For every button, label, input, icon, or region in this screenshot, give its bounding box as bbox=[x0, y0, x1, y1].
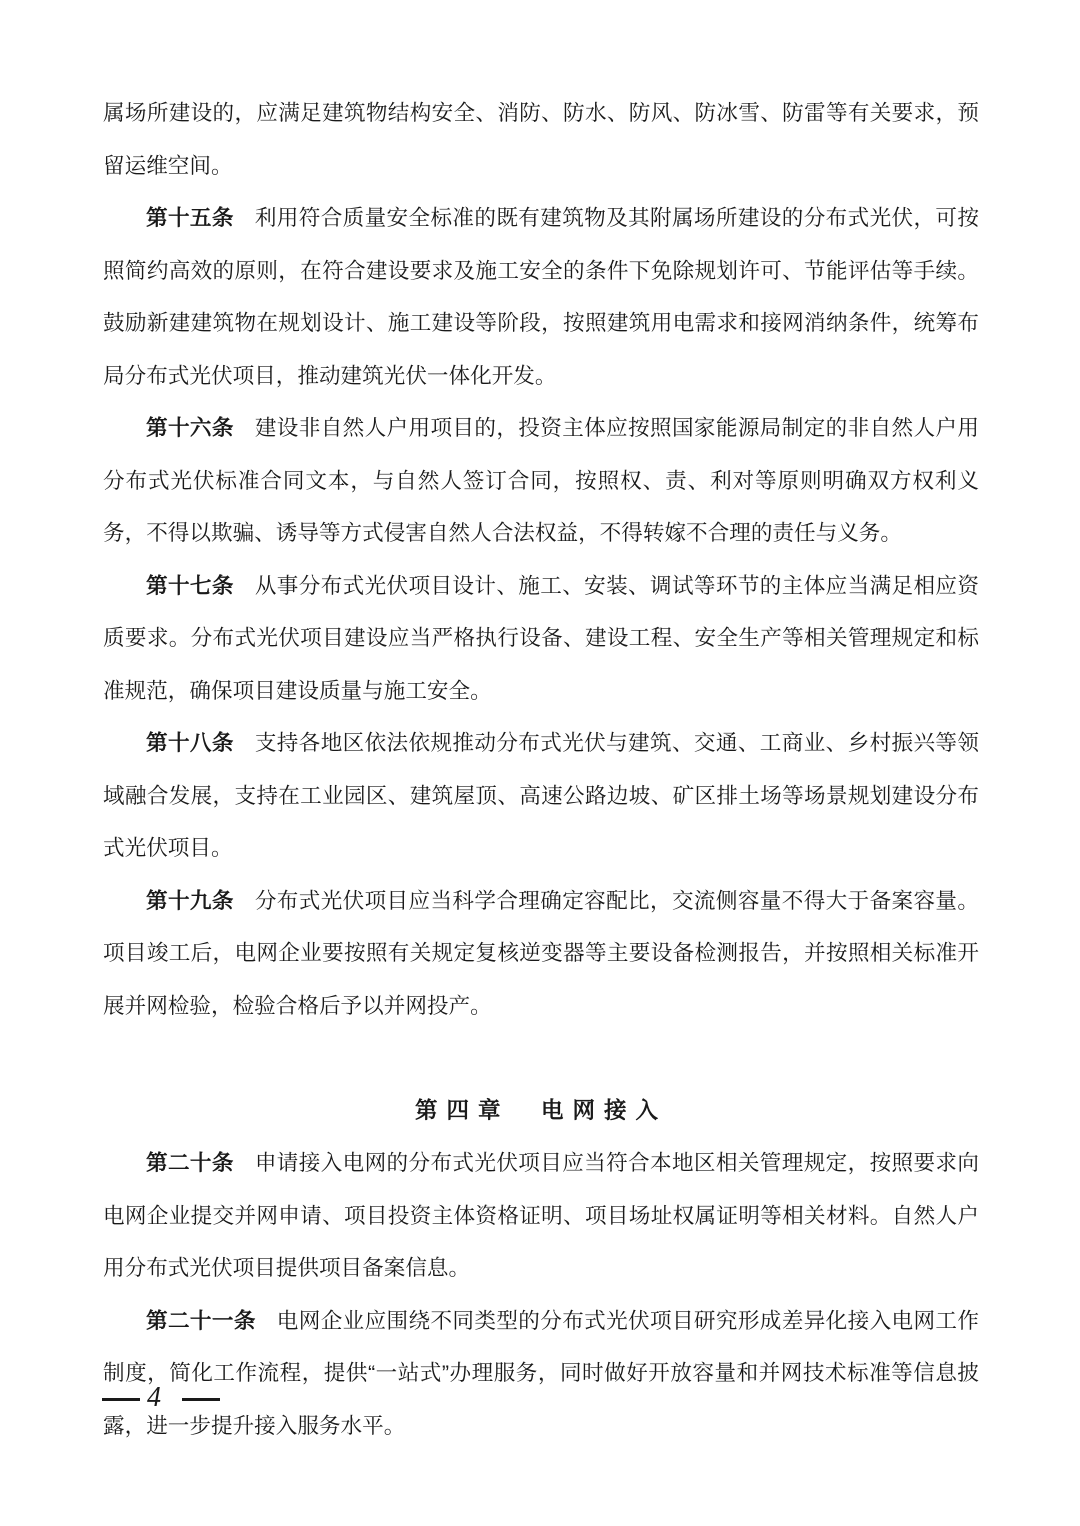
page-number: 4 bbox=[147, 1382, 161, 1413]
article-number: 第十七条 bbox=[146, 572, 234, 598]
article-text: 申请接入电网的分布式光伏项目应当符合本地区相关管理规定，按照要求向电网企业提交并网申请、项目投资主体资格证明、项目场址权属证明等相关材料。自然人户用分布式光伏项目提供项目备案信息。 bbox=[103, 1150, 979, 1280]
chapter-heading: 第四章 电网接入 bbox=[414, 1097, 667, 1123]
article-number: 第十五条 bbox=[146, 205, 234, 230]
article-number: 第十六条 bbox=[146, 415, 234, 440]
article-paragraph bbox=[103, 192, 979, 402]
article-text: 从事分布式光伏项目设计、施工、安装、调试等环节的主体应当满足相应资质要求。分布式光伏项目建设应当严格执行设备、建设工程、安全生产等相关管理规定和标准规范，确保项目建设质量与施工安全。 bbox=[103, 572, 979, 703]
footer-dash-right-icon bbox=[182, 1398, 220, 1401]
article-paragraph bbox=[103, 1137, 979, 1295]
article-text: 建设非自然人户用项目的，投资主体应按照国家能源局制定的非自然人户用分布式光伏标准合同文本，与自然人签订合同，按照权、责、利对等原则明确双方权利义务，不得以欺骗、诱导等方式侵害自然人合法权益，不得转嫁不合理的责任与义务。 bbox=[103, 415, 979, 545]
document-body bbox=[103, 87, 979, 1452]
page-footer bbox=[102, 1384, 220, 1412]
articles-section-construction bbox=[103, 192, 979, 1032]
article-number: 第十九条 bbox=[146, 887, 234, 913]
article-number: 第二十一条 bbox=[146, 1307, 256, 1333]
article-text: 分布式光伏项目应当科学合理确定容配比，交流侧容量不得大于备案容量。项目竣工后，电网企业要按照有关规定复核逆变器等主要设备检测报告，并按照相关标准开展并网检验，检验合格后予以并网投产。 bbox=[103, 887, 979, 1018]
article-number: 第二十条 bbox=[146, 1150, 234, 1175]
article-text: 利用符合质量安全标准的既有建筑物及其附属场所建设的分布式光伏，可按照简约高效的原则，在符合建设要求及施工安全的条件下免除规划许可、节能评估等手续。鼓励新建建筑物在规划设计、施工建设等阶段，按照建筑用电需求和接网消纳条件，统筹布局分布式光伏项目，推动建筑光伏一体化开发。 bbox=[103, 205, 979, 388]
articles-section-grid-access bbox=[103, 1137, 979, 1452]
article-text: 电网企业应围绕不同类型的分布式光伏项目研究形成差异化接入电网工作制度，简化工作流程，提供“一站式”办理服务，同时做好开放容量和并网技术标准等信息披露，进一步提升接入服务水平。 bbox=[103, 1307, 979, 1438]
article-paragraph bbox=[103, 717, 979, 875]
article-number: 第十八条 bbox=[146, 730, 234, 755]
continuation-paragraph: 属场所建设的，应满足建筑物结构安全、消防、防水、防风、防冰雪、防雷等有关要求，预留运维空间。 bbox=[103, 100, 979, 178]
article-paragraph bbox=[103, 1295, 979, 1453]
article-paragraph bbox=[103, 875, 979, 1033]
article-paragraph bbox=[103, 560, 979, 718]
article-text: 支持各地区依法依规推动分布式光伏与建筑、交通、工商业、乡村振兴等领域融合发展，支持在工业园区、建筑屋顶、高速公路边坡、矿区排土场等场景规划建设分布式光伏项目。 bbox=[103, 730, 979, 860]
footer-dash-left-icon bbox=[102, 1398, 140, 1401]
article-paragraph bbox=[103, 402, 979, 560]
